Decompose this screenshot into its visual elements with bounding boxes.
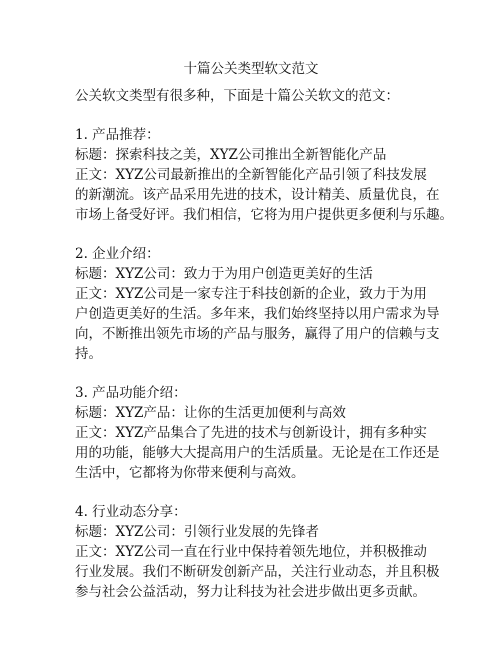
section-body-line: 市场上备受好评。我们相信，它将为用户提供更多便利与乐趣。 — [75, 207, 453, 223]
paragraph-gap — [75, 483, 435, 502]
section-heading: 1. 产品推荐： — [75, 127, 160, 143]
intro-paragraph: 公关软文类型有很多种，下面是十篇公关软文的范文： — [75, 88, 399, 104]
section-industry-news — [75, 502, 440, 602]
section-title-line: 标题：XYZ公司：引领行业发展的先锋者 — [75, 524, 319, 540]
document-title: 十篇公关类型软文范文 — [183, 61, 319, 77]
section-body-line: 户创造更美好的生活。多年来，我们始终坚持以用户需求为导 — [75, 306, 440, 322]
section-heading: 2. 企业介绍： — [75, 246, 160, 262]
section-heading: 3. 产品功能介绍： — [75, 385, 187, 401]
section-body-line: 参与社会公益活动，努力让科技为社会进步做出更多贡献。 — [75, 584, 426, 600]
section-product-recommendation — [75, 125, 453, 225]
section-heading: 4. 行业动态分享： — [75, 504, 187, 520]
section-body-line: 持。 — [75, 346, 102, 362]
section-body-line: 行业发展。我们不断研发创新产品，关注行业动态，并且积极 — [75, 564, 440, 580]
section-product-features — [75, 383, 440, 483]
section-body-line: 正文：XYZ公司是一家专注于科技创新的企业，致力于为用 — [75, 286, 427, 302]
document-body — [75, 86, 453, 602]
paragraph-gap — [75, 106, 435, 125]
section-body-line: 正文：XYZ产品集合了先进的技术与创新设计，拥有多种实 — [75, 425, 427, 441]
section-body-line: 的新潮流。该产品采用先进的技术，设计精美、质量优良，在 — [75, 187, 440, 203]
section-title-line: 标题：XYZ公司：致力于为用户创造更美好的生活 — [75, 266, 373, 282]
section-body-line: 正文：XYZ公司一直在行业中保持着领先地位，并积极推动 — [75, 544, 427, 560]
section-body-line: 向，不断推出领先市场的产品与服务，赢得了用户的信赖与支 — [75, 326, 440, 342]
paragraph-gap — [75, 225, 435, 244]
section-body-line: 生活中，它都将为你带来便利与高效。 — [75, 465, 305, 481]
section-body-line: 正文：XYZ公司最新推出的全新智能化产品引领了科技发展 — [75, 167, 427, 183]
section-title-line: 标题：XYZ产品：让你的生活更加便利与高效 — [75, 405, 346, 421]
section-company-introduction — [75, 244, 440, 364]
paragraph-gap — [75, 364, 435, 383]
section-body-line: 用的功能，能够大大提高用户的生活质量。无论是在工作还是 — [75, 445, 440, 461]
section-title-line: 标题：探索科技之美，XYZ公司推出全新智能化产品 — [75, 147, 387, 163]
